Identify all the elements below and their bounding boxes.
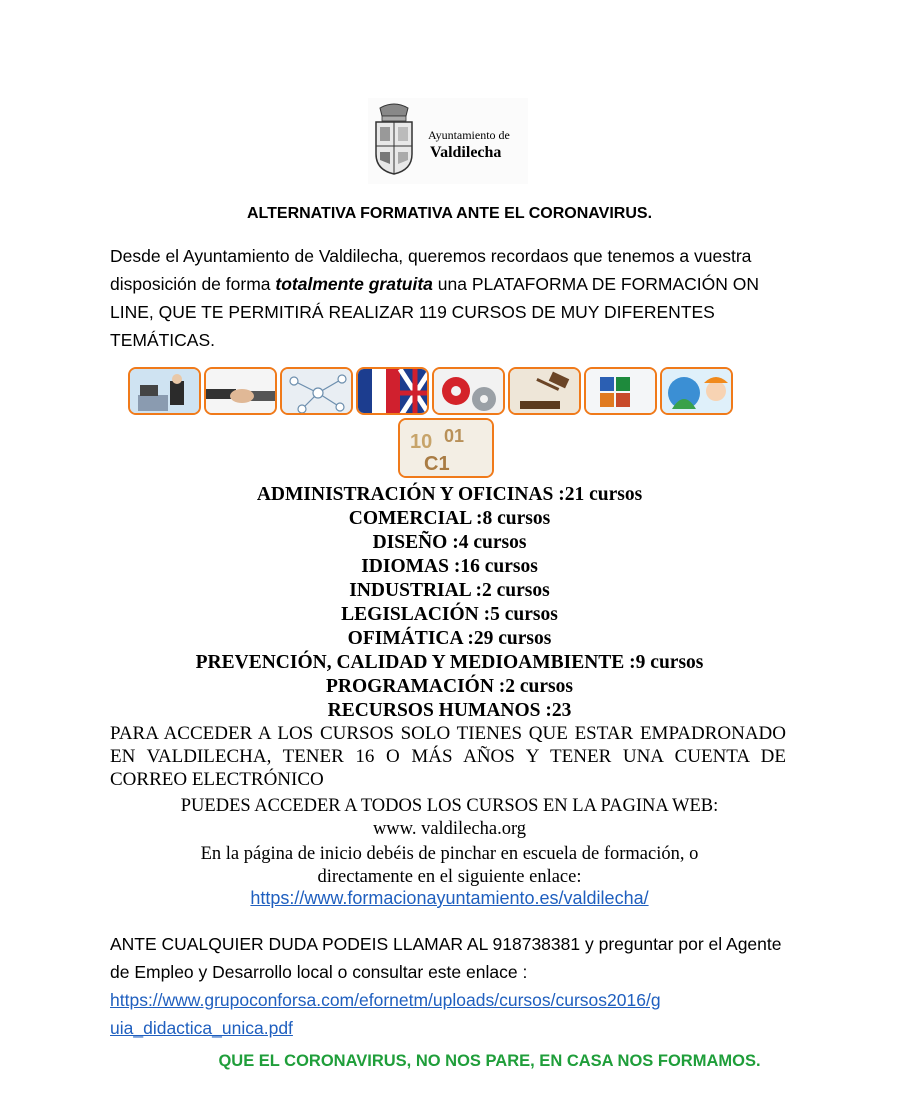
office-apps-icon (584, 367, 657, 415)
category-item: OFIMÁTICA :29 cursos (347, 628, 552, 649)
page-title: ALTERNATIVA FORMATIVA ANTE EL CORONAVIRUS. (246, 205, 653, 222)
category-item: INDUSTRIAL :2 cursos (349, 580, 550, 601)
flags-icon (356, 367, 429, 415)
category-item: ADMINISTRACIÓN Y OFICINAS :21 cursos (256, 484, 643, 505)
website-text: www. valdilecha.org (372, 819, 527, 839)
category-item: LEGISLACIÓN :5 cursos (341, 604, 558, 625)
logo-line1: Ayuntamiento de (428, 128, 510, 142)
contact-paragraph (110, 930, 800, 1042)
guide-link-line1: https://www.grupoconforsa.com/efornetm/uploads/cursos/cursos2016/g (110, 990, 661, 1010)
category-item: COMERCIAL :8 cursos (348, 508, 551, 529)
topic-thumbnails-row-2 (398, 418, 494, 478)
category-item: PROGRAMACIÓN :2 cursos (326, 676, 573, 697)
logo-line2: Valdilecha (430, 144, 502, 161)
contact-text: ANTE CUALQUIER DUDA PODEIS LLAMAR AL 918738381 y preguntar por el Agente de Empleo y Desarrollo local o consultar este enlace : (110, 934, 782, 982)
office-worker-icon (128, 367, 201, 415)
instructions-line1: En la página de inicio debéis de pinchar en escuela de formación, o (200, 844, 699, 864)
svg-text:10: 10 (410, 431, 433, 453)
category-item: IDIOMAS :16 cursos (361, 556, 538, 577)
municipality-logo (368, 98, 528, 184)
category-item: DISEÑO :4 cursos (372, 532, 527, 553)
category-item: PREVENCIÓN, CALIDAD Y MEDIOAMBIENTE :9 cursos (195, 652, 704, 673)
intro-paragraph (110, 242, 790, 354)
handshake-icon (204, 367, 277, 415)
category-item: RECURSOS HUMANOS :23 (327, 700, 572, 721)
environment-safety-icon (660, 367, 733, 415)
gears-icon (432, 367, 505, 415)
gavel-icon (508, 367, 581, 415)
guide-link-line2: uia_didactica_unica.pdf (110, 1018, 293, 1038)
svg-text:01: 01 (444, 426, 465, 446)
network-icon (280, 367, 353, 415)
intro-part2: una PLATAFORMA DE FORMACIÓN ON LINE, QUE TE PERMITIRÁ REALIZAR 119 CURSOS DE MUY DIFERENTES TEMÁTICAS. (110, 274, 759, 350)
intro-emphasis: totalmente gratuita (275, 274, 433, 294)
intro-part1: Desde el Ayuntamiento de Valdilecha, queremos recordaos que tenemos a vuestra disposición de forma (110, 246, 752, 294)
training-platform-link-row (0, 888, 899, 909)
topic-thumbnails-row (128, 367, 733, 415)
footer-slogan: QUE EL CORONAVIRUS, NO NOS PARE, EN CASA NOS FORMAMOS. (218, 1052, 761, 1070)
svg-text:C1: C1 (424, 453, 450, 475)
coat-of-arms-icon (370, 102, 418, 178)
instructions-line2: directamente en el siguiente enlace: (317, 867, 582, 887)
web-intro: PUEDES ACCEDER A TODOS LOS CURSOS EN LA PAGINA WEB: (180, 796, 719, 816)
course-categories (0, 483, 899, 723)
code-icon (398, 418, 494, 478)
guide-pdf-link[interactable] (110, 990, 661, 1038)
access-requirements: PARA ACCEDER A LOS CURSOS SOLO TIENES QUE ESTAR EMPADRONADO EN VALDILECHA, TENER 16 O MÁS AÑOS Y TENER UNA CUENTA DE CORREO ELECTRÓNICO (110, 723, 786, 790)
training-platform-link[interactable]: https://www.formacionayuntamiento.es/valdilecha/ (250, 888, 649, 908)
